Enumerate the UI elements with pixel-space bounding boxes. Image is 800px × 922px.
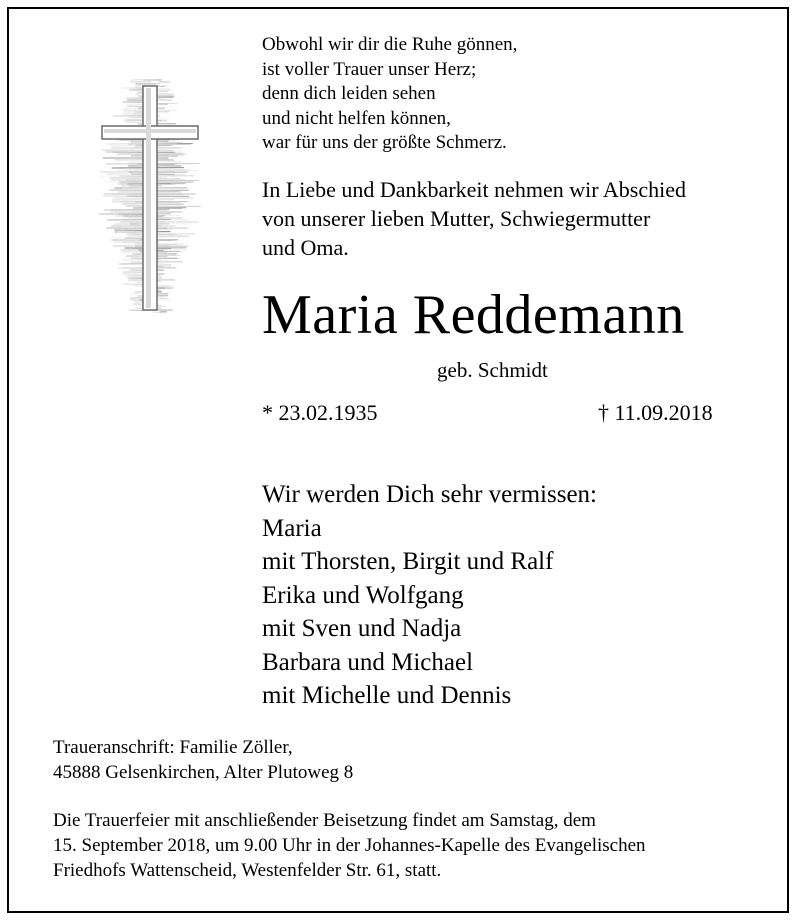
funeral-notice (53, 808, 646, 883)
funeral-notice-line: Friedhofs Wattenscheid, Westenfelder Str. 61, statt. (53, 860, 442, 881)
mourners-line: mit Sven und Nadja (262, 615, 462, 642)
poem-line: ist voller Trauer unser Herz; (262, 58, 477, 80)
farewell-text (262, 175, 686, 262)
poem-line: war für uns der größte Schmerz. (262, 132, 507, 153)
death-date: † 11.09.2018 (598, 400, 713, 425)
mourners-line: Erika und Wolfgang (262, 581, 464, 609)
mourners-list (262, 478, 597, 713)
address-line: 45888 Gelsenkirchen, Alter Plutoweg 8 (53, 762, 354, 783)
farewell-line: In Liebe und Dankbarkeit nehmen wir Abschied (262, 177, 686, 202)
mourners-line: Wir werden Dich sehr vermissen: (262, 481, 597, 508)
poem-line: denn dich leiden sehen (262, 83, 436, 104)
poem (262, 33, 517, 156)
maiden-name: geb. Schmidt (437, 358, 548, 382)
mourners-line: Barbara und Michael (262, 648, 474, 676)
mourners-line: mit Michelle und Dennis (262, 682, 512, 709)
mourners-line: mit Thorsten, Birgit und Ralf (262, 548, 554, 575)
birth-date: * 23.02.1935 (262, 400, 378, 425)
address-line: Traueranschrift: Familie Zöller, (53, 737, 293, 758)
mourners-line: Maria (262, 514, 322, 542)
cross-icon (62, 78, 242, 318)
funeral-notice-line: 15. September 2018, um 9.00 Uhr in der Johannes-Kapelle des Evangelischen (53, 835, 646, 856)
mourning-address (53, 735, 353, 785)
farewell-line: von unserer lieben Mutter, Schwiegermutter (262, 206, 651, 231)
poem-line: Obwohl wir dir die Ruhe gönnen, (262, 34, 518, 55)
farewell-line: und Oma. (262, 235, 349, 260)
deceased-name: Maria Reddemann (262, 284, 685, 346)
poem-line: und nicht helfen können, (262, 107, 451, 129)
funeral-notice-line: Die Trauerfeier mit anschließender Beisetzung findet am Samstag, dem (53, 810, 596, 831)
